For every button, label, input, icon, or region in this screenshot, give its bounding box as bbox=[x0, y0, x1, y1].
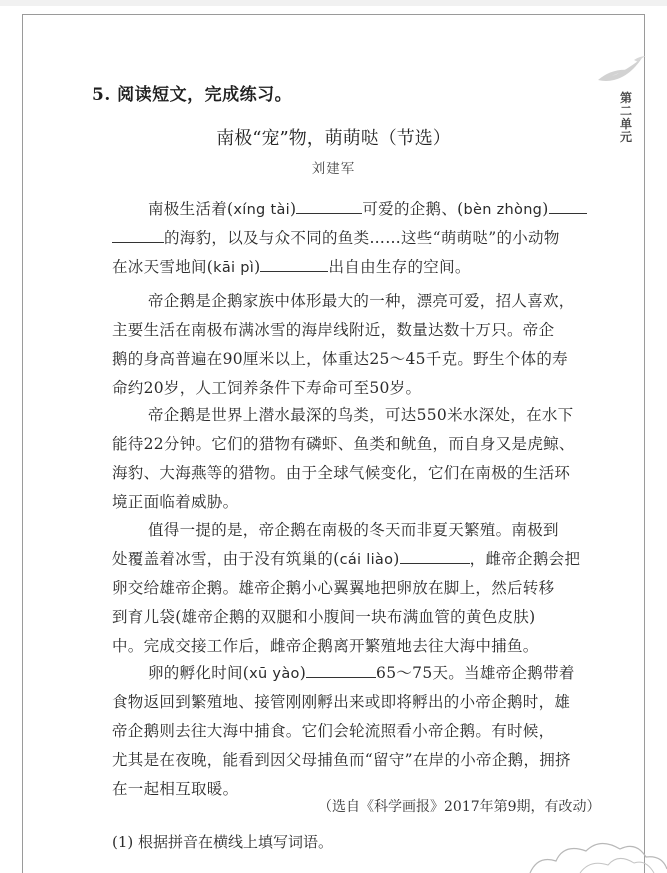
paragraph-4-line-2 bbox=[112, 547, 580, 569]
paragraph-1-line-3 bbox=[112, 255, 471, 277]
text: 65～75天。当雄帝企鹅带着 bbox=[376, 664, 575, 682]
flying-birds-icon bbox=[590, 50, 650, 90]
paragraph-1-line-2 bbox=[112, 226, 560, 248]
fill-blank-cailiao[interactable] bbox=[400, 548, 470, 564]
paragraph-2-line-2: 主要生活在南极布满冰雪的海岸线附近，数量达数十万只。帝企 bbox=[112, 321, 555, 339]
paragraph-4-line-3: 卵交给雄帝企鹅。雄帝企鹅小心翼翼地把卵放在脚上，然后转移 bbox=[112, 579, 555, 597]
paragraph-2-line-1: 帝企鹅是企鹅家族中体形最大的一种，漂亮可爱，招人喜欢， bbox=[148, 292, 575, 310]
paragraph-4-line-5: 中。完成交接工作后，雌帝企鹅离开繁殖地去往大海中捕鱼。 bbox=[112, 637, 539, 655]
paragraph-1-line-1 bbox=[148, 197, 587, 219]
text: 的海豹，以及与众不同的鱼类……这些“萌萌哒”的小动物 bbox=[164, 229, 560, 247]
pinyin-xingtai: xíng tài bbox=[233, 202, 290, 218]
unit-tab-char: 二 bbox=[619, 104, 632, 118]
text: ) bbox=[254, 258, 261, 276]
article-title: 南极“宠”物，萌萌哒（节选） bbox=[216, 128, 451, 149]
paragraph-3-line-3: 海豹、大海燕等的猎物。由于全球气候变化，它们在南极的生活环 bbox=[112, 464, 571, 482]
text: ) bbox=[393, 550, 400, 568]
paragraph-3-line-1: 帝企鹅是世界上潜水最深的鸟类，可达550米水深处，在水下 bbox=[148, 406, 574, 424]
paragraph-2-line-4: 命约20岁，人工饲养条件下寿命可至50岁。 bbox=[112, 379, 422, 397]
text: 南极生活着( bbox=[148, 200, 234, 218]
top-margin-strip bbox=[0, 0, 667, 6]
question-heading: 5. 阅读短文，完成练习。 bbox=[92, 85, 293, 105]
unit-tab-char: 第 bbox=[619, 91, 632, 105]
paragraph-5-line-5: 在一起相互取暖。 bbox=[112, 780, 239, 798]
fill-blank-benzhong-cont[interactable] bbox=[112, 227, 164, 243]
pinyin-kaipi: kāi pì bbox=[213, 260, 255, 276]
paragraph-5-line-3: 帝企鹅则去往大海中捕食。它们会轮流照看小帝企鹅。有时候， bbox=[112, 722, 555, 740]
article-author: 刘建军 bbox=[311, 161, 356, 177]
paragraph-4-line-4: 到育儿袋(雄帝企鹅的双腿和小腹间一块布满血管的黄色皮肤) bbox=[112, 608, 536, 626]
unit-tab-char: 元 bbox=[619, 130, 632, 144]
paragraph-3-line-4: 境正面临着威胁。 bbox=[112, 493, 239, 511]
cloud-decoration-icon bbox=[520, 835, 667, 873]
pinyin-xuyao: xū yào bbox=[249, 666, 300, 682]
text: 出自由生存的空间。 bbox=[328, 258, 471, 276]
paragraph-5-line-1 bbox=[148, 661, 575, 683]
unit-tab-char: 单 bbox=[619, 117, 632, 131]
fill-blank-xuyao[interactable] bbox=[306, 662, 376, 678]
text: ) bbox=[299, 664, 307, 682]
article-source: （选自《科学画报》2017年第9期，有改动） bbox=[318, 799, 601, 815]
fill-blank-benzhong[interactable] bbox=[549, 198, 587, 214]
paragraph-5-line-2: 食物返回到繁殖地、接管刚刚孵出来或即将孵出的小帝企鹅时，雄 bbox=[112, 693, 571, 711]
paragraph-3-line-2: 能待22分钟。它们的猎物有磷虾、鱼类和鱿鱼，而自身又是虎鲸、 bbox=[112, 435, 575, 453]
sub-question-1: (1) 根据拼音在横线上填写词语。 bbox=[112, 833, 334, 851]
pinyin-cailiao: cái liào bbox=[339, 552, 394, 568]
text: ) bbox=[542, 200, 549, 218]
paragraph-4-line-1: 值得一提的是，帝企鹅在南极的冬天而非夏天繁殖。南极到 bbox=[148, 521, 559, 539]
pinyin-benzhong: bèn zhòng bbox=[463, 202, 543, 218]
text: 可爱的企鹅、( bbox=[362, 200, 464, 218]
text: ，雌帝企鹅会把 bbox=[469, 550, 581, 568]
text: 在冰天雪地间( bbox=[112, 258, 214, 276]
text: 卵的孵化时间( bbox=[148, 664, 250, 682]
paragraph-2-line-3: 鹅的身高普遍在90厘米以上，体重达25～45千克。野生个体的寿 bbox=[112, 350, 568, 368]
fill-blank-xingtai[interactable] bbox=[296, 198, 362, 214]
text: ) bbox=[289, 200, 297, 218]
fill-blank-kaipi[interactable] bbox=[260, 256, 328, 272]
paragraph-5-line-4: 尤其是在夜晚，能看到因父母捕鱼而“留守”在岸的小帝企鹅，拥挤 bbox=[112, 751, 571, 769]
text: 处覆盖着冰雪，由于没有筑巢的( bbox=[112, 550, 340, 568]
